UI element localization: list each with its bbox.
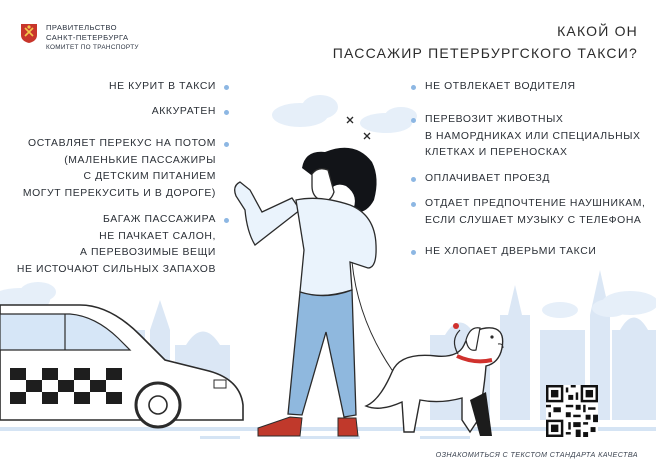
item-line: АККУРАТЕН	[151, 106, 216, 117]
right-item-animals	[425, 112, 641, 162]
item-line: ОТДАЕТ ПРЕДПОЧТЕНИЕ НАУШНИКАМ,	[425, 198, 646, 209]
left-item-neat	[152, 104, 216, 121]
item-line: С ДЕТСКИМ ПИТАНИЕМ	[83, 171, 216, 182]
bullet-icon	[411, 202, 416, 207]
org-name-line1: ПРАВИТЕЛЬСТВО	[46, 23, 117, 32]
qr-code-icon[interactable]	[546, 385, 598, 437]
left-item-snack	[23, 136, 216, 202]
org-name-line2: САНКТ-ПЕТЕРБУРГА	[46, 33, 129, 42]
item-line: ЕСЛИ СЛУШАЕТ МУЗЫКУ С ТЕЛЕФОНА	[425, 214, 642, 226]
left-item-luggage	[17, 212, 216, 278]
item-line: (МАЛЕНЬКИЕ ПАССАЖИРЫ	[64, 154, 216, 166]
item-line: А ПЕРЕВОЗИМЫЕ ВЕЩИ	[79, 247, 216, 258]
right-item-headphones	[425, 196, 646, 229]
item-line: ОСТАВЛЯЕТ ПЕРЕКУС НА ПОТОМ	[28, 138, 216, 149]
woman-passenger	[235, 148, 377, 436]
bullet-icon	[411, 177, 416, 182]
item-line: НЕ КУРИТ В ТАКСИ	[109, 81, 216, 92]
bullet-icon	[411, 250, 416, 255]
page-title	[333, 20, 638, 64]
bullet-icon	[224, 110, 229, 115]
item-line: КЛЕТКАХ И ПЕРЕНОСКАХ	[425, 147, 568, 158]
bullet-icon	[224, 142, 229, 147]
item-line: НЕ ИСТОЧАЮТ СИЛЬНЫХ ЗАПАХОВ	[16, 263, 216, 275]
government-logo	[20, 23, 139, 53]
st-petersburg-crest-icon	[20, 23, 38, 43]
item-line: ОПЛАЧИВАЕТ ПРОЕЗД	[425, 173, 551, 184]
logo-text	[46, 23, 139, 53]
right-item-no-distraction	[425, 79, 576, 96]
title-line2: ПАССАЖИР ПЕТЕРБУРГСКОГО ТАКСИ?	[332, 45, 638, 61]
item-line: В НАМОРДНИКАХ ИЛИ СПЕЦИАЛЬНЫХ	[425, 130, 641, 142]
bullet-icon	[411, 118, 416, 123]
item-line: НЕ ПАЧКАЕТ САЛОН,	[99, 230, 216, 242]
bullet-icon	[224, 218, 229, 223]
item-line: МОГУТ ПЕРЕКУСИТЬ И В ДОРОГЕ)	[22, 187, 216, 199]
right-item-doors	[425, 244, 596, 261]
bullet-icon	[224, 85, 229, 90]
right-item-pays	[425, 171, 550, 188]
item-line: ПЕРЕВОЗИТ ЖИВОТНЫХ	[425, 114, 564, 125]
item-line: БАГАЖ ПАССАЖИРА	[103, 214, 216, 225]
left-item-no-smoking	[109, 79, 216, 96]
item-line: НЕ ОТВЛЕКАЕТ ВОДИТЕЛЯ	[425, 81, 576, 92]
item-line: НЕ ХЛОПАЕТ ДВЕРЬМИ ТАКСИ	[425, 246, 597, 257]
bullet-icon	[411, 85, 416, 90]
quality-standard-link[interactable]: ОЗНАКОМИТЬСЯ С ТЕКСТОМ СТАНДАРТА КАЧЕСТВА	[435, 450, 638, 459]
org-department: КОМИТЕТ ПО ТРАНСПОРТУ	[46, 44, 139, 51]
title-line1: КАКОЙ ОН	[557, 23, 638, 39]
